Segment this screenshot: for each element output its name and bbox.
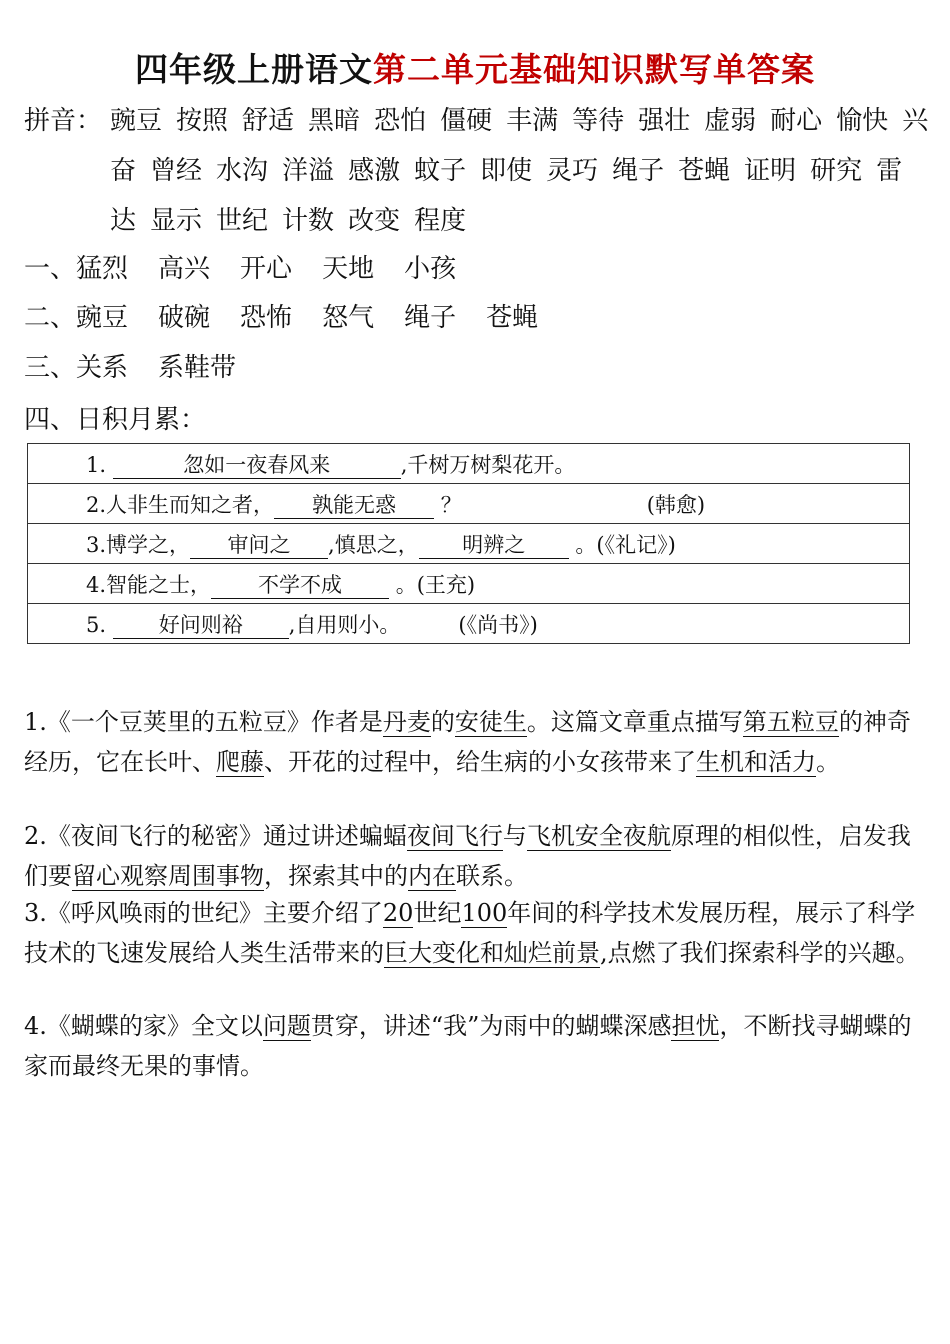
poem-text: 4.智能之士，: [86, 572, 212, 597]
table-cell: [28, 604, 910, 644]
section-label: 四、日积月累：: [24, 405, 207, 435]
table-row: [28, 604, 910, 644]
pinyin-word: 黑暗: [308, 106, 361, 136]
row-number: 5.: [86, 612, 107, 637]
para-text: 1.《一个豆荚里的五粒豆》作者是: [24, 708, 383, 736]
para-text: 世纪: [413, 899, 462, 927]
paragraph-1: [24, 702, 928, 782]
pinyin-word: 豌豆: [110, 106, 163, 136]
pinyin-word: 雷达: [110, 156, 903, 236]
table-cell: [28, 524, 910, 564]
answer-word: 苍蝇: [486, 303, 539, 333]
pinyin-word: 耐心: [770, 106, 823, 136]
answer-underline: 100: [461, 899, 508, 927]
pinyin-word: 兴奋: [110, 106, 929, 186]
answer-blank: 好问则裕: [113, 612, 289, 639]
answer-blank: 明辨之: [419, 532, 569, 559]
answer-word: 恐怖: [240, 303, 293, 333]
section-label: 二、: [24, 303, 77, 333]
answer-word: 开心: [240, 254, 293, 284]
paragraph-4: [24, 1006, 928, 1086]
para-text: 的: [430, 708, 455, 736]
section-one: [24, 249, 486, 289]
para-text: 。这篇文章重点描写: [526, 708, 743, 736]
answer-underline: 第五粒豆: [742, 708, 839, 736]
para-text: 的神奇经历，它在长叶、: [24, 708, 911, 776]
para-text: 、开花的过程中，给生病的小女孩带来了: [264, 748, 696, 776]
answer-blank: 不学不成: [211, 572, 389, 599]
answer-underline: 内在: [408, 862, 456, 890]
pinyin-word: 程度: [414, 206, 467, 236]
table-row: [28, 564, 910, 604]
pinyin-section: [24, 96, 934, 246]
answer-underline: 留心观察周围事物: [72, 862, 264, 890]
para-text: 与: [502, 822, 527, 850]
poem-text: 。(王充): [395, 572, 476, 597]
para-text: 3.《呼风唤雨的世纪》主要介绍了: [24, 899, 383, 927]
pinyin-word: 虚弱: [704, 106, 757, 136]
answer-underline: 爬藤: [216, 748, 264, 776]
pinyin-word: 改变: [348, 206, 401, 236]
para-text: 年间的科学技术发展历程，展示了科学技术的飞速发展给人类生活带来的: [24, 899, 916, 967]
pinyin-word: 计数: [282, 206, 335, 236]
answer-word: 绳子: [404, 303, 457, 333]
poem-text: ,自用则小。: [288, 612, 401, 637]
para-text: 原理的相似性，启发我们要: [24, 822, 911, 890]
pinyin-word: 等待: [572, 106, 625, 136]
table-cell: [28, 484, 910, 524]
pinyin-word: 显示: [150, 206, 203, 236]
poem-author: (韩愈): [646, 492, 706, 517]
section-three: [24, 348, 266, 388]
pinyin-word: 舒适: [242, 106, 295, 136]
pinyin-word: 丰满: [506, 106, 559, 136]
section-two: [24, 298, 568, 338]
pinyin-word: 研究: [810, 156, 863, 186]
para-text: 2.《夜间飞行的秘密》通过讲述蝙蝠: [24, 822, 407, 850]
answer-underline: 问题: [262, 1012, 311, 1040]
answer-word: 猛烈: [76, 254, 129, 284]
answer-underline: 夜间飞行: [406, 822, 503, 850]
pinyin-word: 感激: [348, 156, 401, 186]
poem-text: 2.人非生而知之者，: [86, 492, 275, 517]
answer-word: 豌豆: [76, 303, 129, 333]
page-title: [0, 48, 950, 92]
title-grade: 四年级上册语文: [135, 50, 373, 89]
answer-word: 小孩: [404, 254, 457, 284]
answer-underline: 巨大变化和灿烂前景: [384, 939, 600, 967]
pinyin-word: 僵硬: [440, 106, 493, 136]
poem-table: [27, 443, 910, 644]
pinyin-word: 洋溢: [282, 156, 335, 186]
pinyin-word: 世纪: [216, 206, 269, 236]
pinyin-words: [24, 96, 934, 246]
pinyin-label: 拼音：: [24, 106, 103, 136]
title-unit: 第二单元基础知识默写单答案: [373, 50, 815, 89]
answer-underline: 飞机安全夜航: [526, 822, 671, 850]
para-text: 贯穿，讲述“我”为雨中的蝴蝶深感: [310, 1012, 672, 1040]
para-text: ，探索其中的: [264, 862, 408, 890]
section-label: 三、: [24, 353, 77, 383]
answer-underline: 安徒生: [454, 708, 527, 736]
pinyin-word: 愉快: [836, 106, 889, 136]
para-text: ,点燃了我们探索科学的兴趣。: [600, 939, 920, 967]
pinyin-word: 曾经: [150, 156, 203, 186]
answer-underline: 丹麦: [382, 708, 431, 736]
pinyin-word: 即使: [480, 156, 533, 186]
pinyin-word: 水沟: [216, 156, 269, 186]
poem-source: (《尚书》): [458, 612, 538, 637]
poem-text: ,慎思之，: [328, 532, 419, 557]
pinyin-word: 按照: [176, 106, 229, 136]
answer-blank: 忽如一夜春风来: [113, 452, 401, 479]
para-text: 。: [816, 748, 840, 776]
pinyin-word: 蚊子: [414, 156, 467, 186]
answer-blank: 孰能无惑: [274, 492, 434, 519]
paragraph-2: [24, 816, 928, 896]
poem-text: 3.博学之，: [86, 532, 191, 557]
pinyin-word: 强壮: [638, 106, 691, 136]
table-row: [28, 524, 910, 564]
paragraph-3: [24, 893, 928, 973]
table-row: [28, 444, 910, 484]
table-cell: [28, 564, 910, 604]
answer-word: 高兴: [158, 254, 211, 284]
answer-word: 破碗: [158, 303, 211, 333]
answer-blank: 审问之: [190, 532, 328, 559]
para-text: 联系。: [456, 862, 528, 890]
answer-underline: 20: [382, 899, 414, 927]
poem-text: 。(《礼记》): [575, 532, 676, 557]
para-text: ，不断找寻蝴蝶的家而最终无果的事情。: [24, 1012, 912, 1080]
poem-text: ,千树万树梨花开。: [400, 452, 576, 477]
answer-underline: 担忧: [671, 1012, 720, 1040]
answer-word: 天地: [322, 254, 375, 284]
poem-text: ？: [440, 492, 462, 517]
pinyin-word: 恐怕: [374, 106, 427, 136]
row-number: 1.: [86, 452, 107, 477]
section-label: 一、: [24, 254, 77, 284]
pinyin-word: 绳子: [612, 156, 665, 186]
answer-word: 系鞋带: [158, 353, 237, 383]
para-text: 4.《蝴蝶的家》全文以: [24, 1012, 263, 1040]
table-row: [28, 484, 910, 524]
pinyin-word: 灵巧: [546, 156, 599, 186]
answer-word: 关系: [76, 353, 129, 383]
answer-underline: 生机和活力: [696, 748, 816, 776]
pinyin-word: 苍蝇: [678, 156, 731, 186]
table-cell: [28, 444, 910, 484]
answer-word: 怒气: [322, 303, 375, 333]
section-four-heading: [24, 400, 206, 440]
pinyin-word: 证明: [744, 156, 797, 186]
